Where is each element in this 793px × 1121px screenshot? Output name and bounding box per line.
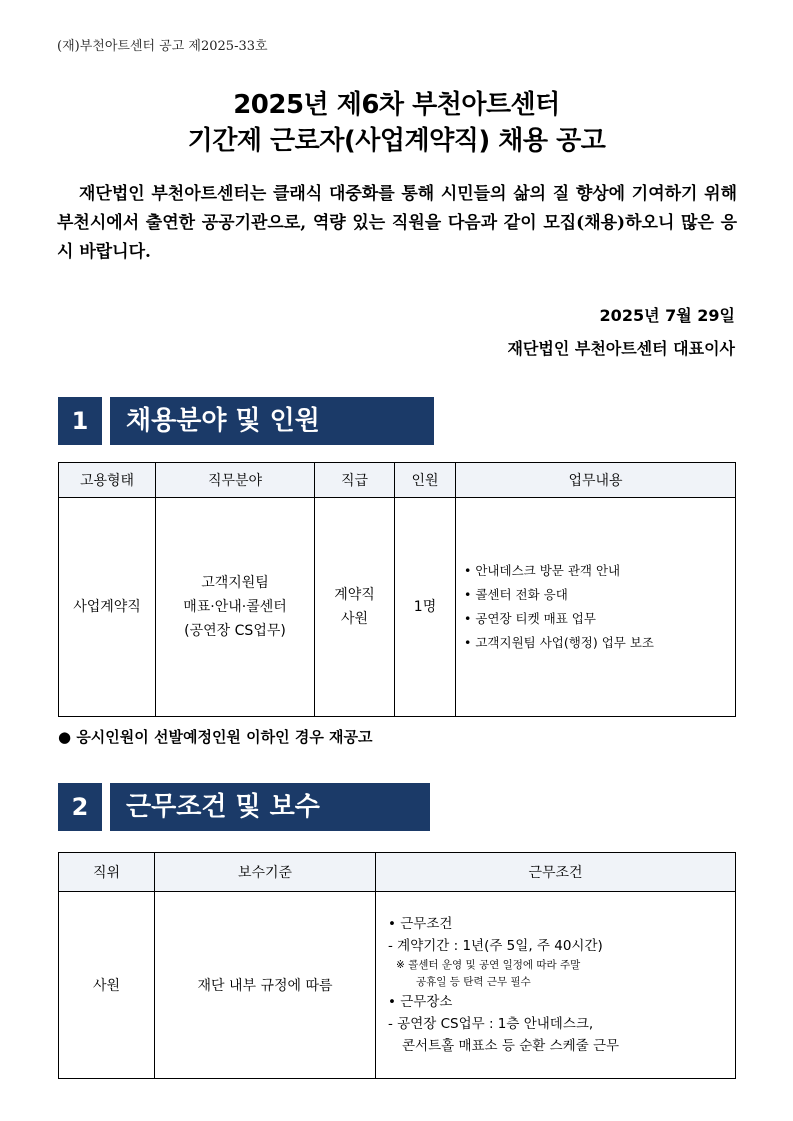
cond-note: 공휴일 등 탄력 근무 필수 <box>416 976 531 988</box>
grade-line: 사원 <box>340 611 369 627</box>
page-title-line2: 기간제 근로자(사업계약직) 채용 공고 <box>187 126 606 156</box>
headcount: 1명 <box>395 498 456 717</box>
header-field: 직무분야 <box>156 463 315 498</box>
section2-title: 근무조건 및 보수 <box>110 783 430 831</box>
position: 사원 <box>59 892 155 1079</box>
cond-heading: • 근무조건 <box>388 916 453 932</box>
duties-list <box>456 498 736 717</box>
pay-basis: 재단 내부 규정에 따름 <box>155 892 376 1079</box>
reannouncement-note <box>58 726 373 747</box>
table-header-row <box>59 853 736 892</box>
cond-line: - 계약기간 : 1년(주 5일, 주 40시간) <box>388 938 603 954</box>
header-position: 직위 <box>59 853 155 892</box>
notice-number: (재)부천아트센터 공고 제2025-33호 <box>57 39 268 54</box>
note-text: 응시인원이 선발예정인원 이하인 경우 재공고 <box>76 728 373 746</box>
work-conditions <box>376 892 736 1079</box>
section2-number: 2 <box>58 783 102 831</box>
grade-line: 계약직 <box>334 587 375 603</box>
duty-item: • 콜센터 전화 응대 <box>464 583 735 607</box>
recruitment-table <box>58 462 736 717</box>
table-row <box>59 892 736 1079</box>
header-employment-type: 고용형태 <box>59 463 156 498</box>
field-line: 매표·안내·콜센터 <box>183 599 287 615</box>
cond-line: 콘서트홀 매표소 등 순환 스케줄 근무 <box>402 1038 620 1054</box>
job-field <box>156 498 315 717</box>
employment-type: 사업계약직 <box>59 498 156 717</box>
cond-line: - 공연장 CS업무 : 1층 안내데스크, <box>388 1016 594 1032</box>
table-header-row <box>59 463 736 498</box>
table-row <box>59 498 736 717</box>
section1-number: 1 <box>58 397 102 445</box>
cond-heading: • 근무장소 <box>388 994 453 1010</box>
cond-note: ※ 콜센터 운영 및 공연 일정에 따라 주말 <box>396 959 581 971</box>
header-count: 인원 <box>395 463 456 498</box>
intro-paragraph <box>57 180 737 267</box>
page-title-line1: 2025년 제6차 부천아트센터 <box>233 90 560 120</box>
section1-title: 채용분야 및 인원 <box>110 397 434 445</box>
job-grade <box>315 498 395 717</box>
duty-item: • 고객지원팀 사업(행정) 업무 보조 <box>464 631 735 655</box>
bullet-icon: ● <box>58 728 77 746</box>
duty-item: • 공연장 티켓 매표 업무 <box>464 607 735 631</box>
intro-text: 재단법인 부천아트센터는 클래식 대중화를 통해 시민들의 삶의 질 향상에 기여하기 위해 부천시에서 출연한 공공기관으로, 역량 있는 직원을 다음과 같이 모집(채용)하오니 많은 응시 바랍니다. <box>57 184 737 262</box>
field-line: (공연장 CS업무) <box>184 623 286 639</box>
header-conditions: 근무조건 <box>376 853 736 892</box>
field-line: 고객지원팀 <box>201 575 269 591</box>
conditions-table <box>58 852 736 1079</box>
duty-item: • 안내데스크 방문 관객 안내 <box>464 559 735 583</box>
issuer: 재단법인 부천아트센터 대표이사 <box>507 339 735 358</box>
notice-date: 2025년 7월 29일 <box>599 306 735 325</box>
header-pay-basis: 보수기준 <box>155 853 376 892</box>
header-grade: 직급 <box>315 463 395 498</box>
header-duties: 업무내용 <box>456 463 736 498</box>
